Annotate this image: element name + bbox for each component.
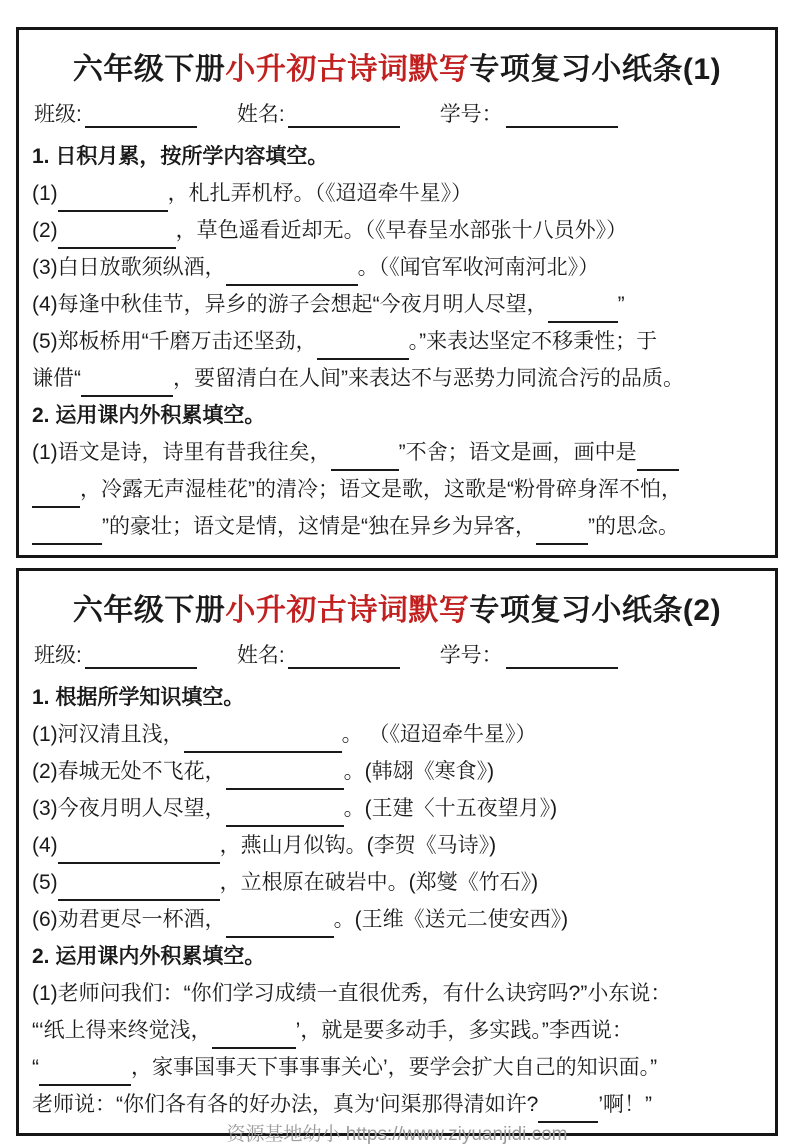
text-segment: ，家事国事天下事事事关心’，要学会扩大自己的知识面。” [131, 1056, 658, 1079]
question-line [32, 1012, 762, 1049]
text-segment: 老师说：“你们各有各的好办法，真为‘问渠那得清如许? [32, 1093, 539, 1116]
text-segment: (5) [32, 871, 58, 894]
text-segment: 。(王建〈十五夜望月》) [343, 797, 558, 820]
fill-blank [85, 105, 197, 128]
card-1-title-highlight: 小升初古诗词默写 [225, 53, 470, 86]
question-line [32, 508, 762, 545]
text-segment: ”的思念。 [588, 515, 679, 538]
field-label: 姓名: [236, 103, 285, 126]
fill-blank [331, 448, 399, 471]
fill-blank [85, 646, 197, 669]
question-line [32, 286, 762, 323]
section-header [32, 679, 762, 716]
text-segment: ”不舍；语文是画，画中是 [398, 441, 637, 464]
card-2-title-suffix: 专项复习小纸条(2) [469, 594, 722, 627]
question-line [32, 175, 762, 212]
text-segment: ，草色遥看近却无。（《早春呈水部张十八员外》） [175, 219, 628, 242]
question-line [32, 753, 762, 790]
fill-blank [536, 522, 588, 545]
card-2-fields [34, 639, 760, 669]
text-segment: ’，就是要多动手，多实践。”李西说： [295, 1019, 633, 1042]
fill-blank [58, 878, 220, 901]
card-1-title [32, 44, 762, 88]
text-segment: (1)语文是诗，诗里有昔我往矣， [32, 441, 331, 464]
student-info-field [440, 639, 618, 669]
card-2-lines [32, 679, 762, 1123]
fill-blank [288, 105, 400, 128]
section-header [32, 938, 762, 975]
section-header [32, 397, 762, 434]
card-1-title-suffix: 专项复习小纸条(1) [469, 53, 722, 86]
question-line [32, 975, 762, 1012]
question-line [32, 790, 762, 827]
field-label: 学号： [439, 644, 503, 667]
text-segment: 2. 运用课内外积累填空。 [32, 404, 266, 427]
text-segment: (1)河汉清且浅， [32, 723, 184, 746]
card-1-title-prefix: 六年级下册 [72, 53, 226, 86]
field-label: 姓名: [236, 644, 285, 667]
text-segment: (4) [32, 834, 58, 857]
text-segment: 1. 日积月累，按所学内容填空。 [32, 145, 329, 168]
student-info-field [237, 639, 400, 669]
question-line [32, 471, 762, 508]
card-1-fields [34, 98, 760, 128]
text-segment: 。(韩翃《寒食》) [343, 760, 495, 783]
text-segment: ，立根原在破岩中。(郑燮《竹石》) [219, 871, 539, 894]
watermark: 资源基地幼小 https://www.ziyuanjidi.com [226, 1124, 568, 1145]
text-segment: ” [617, 293, 625, 316]
card-2-title [32, 585, 762, 629]
text-segment: 2. 运用课内外积累填空。 [32, 945, 266, 968]
text-segment: 1. 根据所学知识填空。 [32, 686, 245, 709]
question-line [32, 1049, 762, 1086]
text-segment: (5)郑板桥用“千磨万击还坚劲， [32, 330, 317, 353]
field-label: 班级: [34, 103, 82, 126]
text-segment: (3)今夜月明人尽望， [32, 797, 226, 820]
text-segment: (3)白日放歌须纵酒， [32, 256, 226, 279]
fill-blank [506, 646, 618, 669]
question-line [32, 716, 762, 753]
fill-blank [58, 841, 220, 864]
text-segment: 谦借“ [32, 367, 81, 390]
fill-blank [32, 485, 80, 508]
question-line [32, 360, 762, 397]
fill-blank [58, 189, 168, 212]
fill-blank [317, 337, 409, 360]
text-segment: “ [32, 1056, 39, 1079]
text-segment: ，冷露无声湿桂花”的清冷；语文是歌，这歌是“粉骨碎身浑不怕， [80, 478, 682, 501]
card-2-title-prefix: 六年级下册 [72, 594, 226, 627]
text-segment: (6)劝君更尽一杯酒， [32, 908, 226, 931]
worksheet-card-1 [16, 27, 778, 558]
fill-blank [184, 730, 342, 753]
fill-blank [288, 646, 400, 669]
fill-blank [81, 374, 173, 397]
field-label: 学号： [439, 103, 503, 126]
fill-blank [226, 804, 344, 827]
section-header [32, 138, 762, 175]
text-segment: “‘纸上得来终觉浅， [32, 1019, 212, 1042]
question-line [32, 323, 762, 360]
student-info-field [34, 98, 197, 128]
text-segment: (1)老师问我们：“你们学习成绩一直很优秀，有什么诀窍吗?”小东说： [32, 982, 672, 1005]
fill-blank [226, 767, 344, 790]
text-segment: 。 （《迢迢牵牛星》） [341, 723, 537, 746]
text-segment: 。”来表达坚定不移秉性；于 [408, 330, 658, 353]
field-label: 班级: [34, 644, 82, 667]
fill-blank [506, 105, 618, 128]
question-line [32, 1086, 762, 1123]
fill-blank [226, 915, 334, 938]
text-segment: 。（《闻官军收河南河北》） [357, 256, 600, 279]
student-info-field [34, 639, 197, 669]
question-line [32, 864, 762, 901]
text-segment: ，要留清白在人间”来表达不与恶势力同流合污的品质。 [173, 367, 684, 390]
question-line [32, 249, 762, 286]
question-line [32, 434, 762, 471]
card-1-lines [32, 138, 762, 545]
text-segment: (1) [32, 182, 58, 205]
text-segment: ，燕山月似钩。(李贺《马诗》) [219, 834, 497, 857]
text-segment: (2)春城无处不飞花， [32, 760, 226, 783]
fill-blank [212, 1026, 296, 1049]
fill-blank [58, 226, 176, 249]
student-info-field [440, 98, 618, 128]
fill-blank [32, 522, 102, 545]
question-line [32, 901, 762, 938]
fill-blank [548, 300, 618, 323]
fill-blank [637, 448, 679, 471]
worksheet-card-2 [16, 568, 778, 1145]
text-segment: (2) [32, 219, 58, 242]
text-segment: ”的豪壮；语文是情，这情是“独在异乡为异客， [102, 515, 536, 538]
question-line [32, 212, 762, 249]
fill-blank [226, 263, 358, 286]
fill-blank [39, 1063, 131, 1086]
question-line [32, 827, 762, 864]
student-info-field [237, 98, 400, 128]
text-segment: (4)每逢中秋佳节，异乡的游子会想起“今夜月明人尽望， [32, 293, 548, 316]
text-segment: ，札扎弄机杼。（《迢迢牵牛星》） [167, 182, 473, 205]
card-2-title-highlight: 小升初古诗词默写 [225, 594, 470, 627]
text-segment: ’啊！” [598, 1093, 653, 1116]
text-segment: 。(王维《送元二使安西》) [333, 908, 569, 931]
